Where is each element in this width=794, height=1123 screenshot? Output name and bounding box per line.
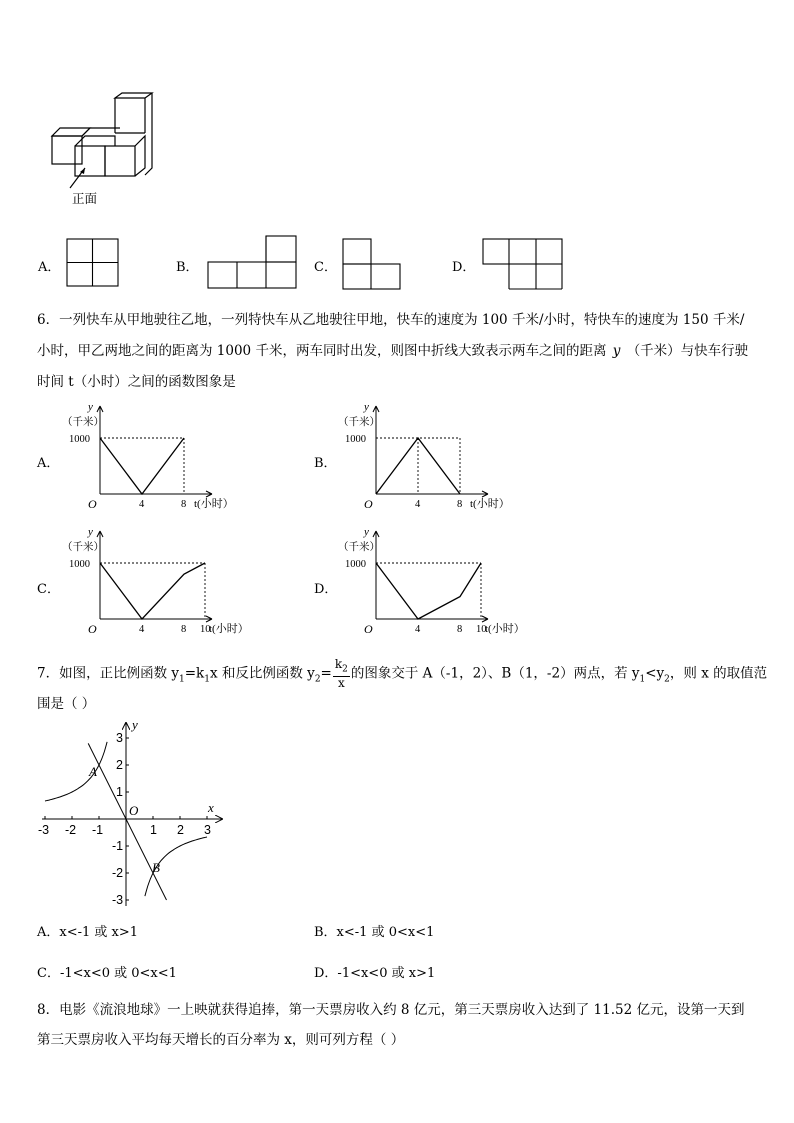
y-tick-1000: 1000 [345, 559, 366, 570]
x-tick-4: 4 [415, 624, 421, 635]
q7-ytick--3: -3 [112, 893, 124, 907]
q6-option-d-label[interactable]: D． [314, 582, 338, 597]
q7-ytick-3: 3 [116, 731, 123, 745]
distance-polyline [376, 563, 481, 619]
front-label: 正面 [72, 192, 98, 206]
q6-option-a-label[interactable]: A． [37, 456, 60, 471]
origin-label: O [88, 497, 97, 511]
q7-sub-2: 1 [204, 674, 210, 685]
q7-text-f: <y [645, 665, 665, 682]
q7-function-graph [30, 716, 230, 910]
q7-text-b: =k [184, 665, 205, 682]
q7-proportional-line [88, 743, 166, 900]
q7-frac-num-sub: 2 [342, 664, 348, 675]
q6-option-c-label[interactable]: C． [37, 582, 60, 597]
q7-text-d: = [320, 665, 332, 682]
q6-graph-d [336, 523, 525, 641]
q7-sub-4: 1 [639, 674, 646, 685]
q7-option-a[interactable]: A．x<-1 或 x>1 [37, 925, 139, 940]
q7-xtick--2: -2 [65, 823, 77, 837]
distance-polyline [100, 563, 205, 619]
x-tick-8: 8 [457, 499, 463, 510]
q7-sub-3: 2 [314, 674, 321, 685]
q6-graph-b [336, 398, 510, 516]
q5-option-b-label[interactable]: B． [176, 260, 199, 275]
y-label: y [364, 401, 369, 413]
q7-ytick--2: -2 [112, 866, 124, 880]
q7-xtick-3: 3 [204, 823, 211, 837]
q7-sub-1: 1 [179, 674, 185, 685]
q5-option-c-figure [341, 237, 403, 291]
t-axis-label: t(小时） [485, 623, 525, 635]
y-unit-label: （千米） [62, 542, 104, 553]
y-tick-1000: 1000 [69, 434, 90, 445]
x-tick-4: 4 [139, 624, 145, 635]
q7-ytick-1: 1 [116, 785, 123, 799]
q6-line1: 6．一列快车从甲地驶往乙地，一列特快车从乙地驶往甲地，快车的速度为 100 千米/小时，特快车的速度为 150 千米/ [37, 312, 745, 328]
q7-sub-5: 2 [664, 674, 670, 685]
q6-graph-c [60, 523, 249, 641]
q7-fraction [333, 658, 350, 690]
q5-option-a-figure [65, 237, 121, 289]
t-axis-label: t(小时） [209, 623, 249, 635]
q6-line2-tail: （千米）与快车行驶 [626, 343, 749, 359]
x-tick-8: 8 [181, 499, 187, 510]
y-tick-1000: 1000 [69, 559, 90, 570]
t-axis-label: t(小时） [194, 498, 234, 510]
q5-option-d-figure [481, 237, 565, 291]
y-label: y [88, 401, 93, 413]
q5-option-c-label[interactable]: C． [314, 260, 337, 275]
q7-ytick-2: 2 [116, 758, 123, 772]
q7-line1 [37, 658, 767, 690]
q8-line1: 8．电影《流浪地球》一上映就获得追捧，第一天票房收入约 8 亿元，第三天票房收入达到了 11.52 亿元，设第一天到 [37, 1002, 745, 1018]
q6-line2 [37, 341, 748, 361]
q7-point-b-label: B [152, 860, 160, 875]
q7-text-e: 的图象交于 A（-1，2）、B（1，-2）两点，若 y [350, 665, 640, 682]
q7-option-b[interactable]: B．x<-1 或 0<x<1 [314, 925, 435, 940]
q5-option-a-label[interactable]: A． [38, 260, 61, 275]
t-axis-label: t(小时） [470, 498, 510, 510]
q7-origin-label: O [129, 803, 139, 818]
q7-text-a: 7．如图，正比例函数 y [37, 665, 180, 682]
q5-option-b-figure [206, 234, 300, 290]
q7-option-c[interactable]: C．-1<x<0 或 0<x<1 [37, 966, 177, 981]
x-tick-8: 8 [457, 624, 463, 635]
q6-line3: 时间 t（小时）之间的函数图象是 [37, 374, 236, 390]
y-unit-label: （千米） [62, 417, 104, 428]
distance-polyline [100, 438, 184, 494]
q7-frac-num: k [334, 657, 343, 671]
x-tick-4: 4 [139, 499, 145, 510]
origin-label: O [88, 622, 97, 636]
q7-line2: 围是（ ） [37, 696, 96, 712]
q6-line2-var: y [612, 343, 621, 359]
y-tick-1000: 1000 [345, 434, 366, 445]
cube-stack-figure [40, 88, 170, 213]
q7-text-g: ，则 x 的取值范 [669, 665, 768, 682]
origin-label: O [364, 622, 373, 636]
x-tick-10: 10 [476, 624, 487, 635]
q7-x-label: x [208, 800, 214, 815]
q7-option-d[interactable]: D．-1<x<0 或 x>1 [314, 966, 436, 981]
y-unit-label: （千米） [338, 542, 380, 553]
y-unit-label: （千米） [338, 417, 380, 428]
q6-graph-a [60, 398, 234, 516]
q6-line2-text: 小时，甲乙两地之间的距离为 1000 千米，两车同时出发，则图中折线大致表示两车之间的距离 [37, 343, 607, 359]
q7-y-label: y [132, 717, 138, 732]
y-label: y [364, 526, 369, 538]
y-label: y [88, 526, 93, 538]
q7-point-a-label: A [89, 764, 97, 779]
q7-text-c: x 和反比例函数 y [209, 665, 315, 682]
q8-line2: 第三天票房收入平均每天增长的百分率为 x，则可列方程（ ） [37, 1032, 405, 1048]
q7-hyperbola-branch-left [45, 742, 107, 801]
q7-xtick--3: -3 [38, 823, 50, 837]
q6-option-b-label[interactable]: B． [314, 456, 337, 471]
origin-label: O [364, 497, 373, 511]
q7-frac-den: x [337, 676, 345, 691]
q7-ytick--1: -1 [112, 839, 124, 853]
q7-xtick--1: -1 [92, 823, 104, 837]
x-tick-8: 8 [181, 624, 187, 635]
q7-xtick-1: 1 [150, 823, 157, 837]
q7-xtick-2: 2 [177, 823, 184, 837]
x-tick-4: 4 [415, 499, 421, 510]
x-tick-10: 10 [200, 624, 211, 635]
q5-option-d-label[interactable]: D． [452, 260, 476, 275]
